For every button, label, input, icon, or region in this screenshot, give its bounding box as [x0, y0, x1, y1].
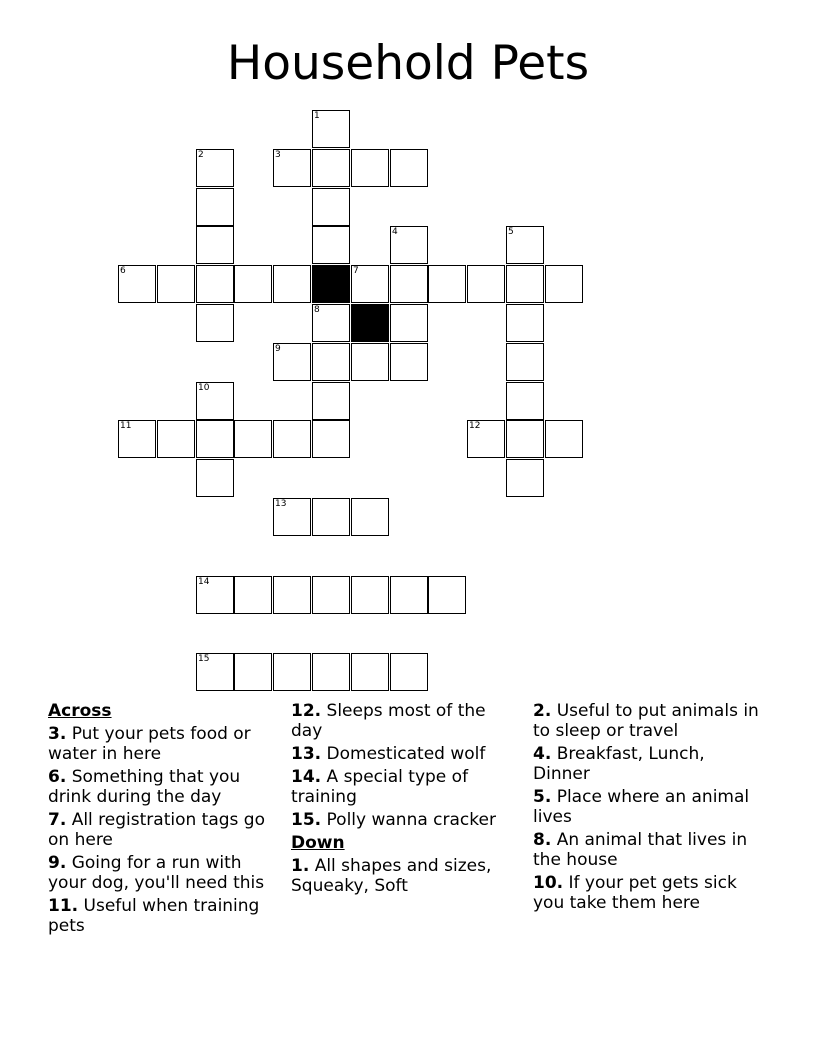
grid-cell[interactable]: [273, 149, 311, 187]
clue-number: 2: [198, 150, 204, 160]
grid-cell[interactable]: [506, 459, 544, 497]
clue-number: 15: [198, 654, 210, 664]
across-clue: 9. Going for a run with your dog, you'll need this: [48, 853, 265, 893]
blocked-cell: [351, 304, 389, 342]
clue-number: 3: [275, 150, 281, 160]
grid-cell[interactable]: [428, 265, 466, 303]
clue-number: 10: [198, 383, 210, 393]
clue-number: 8: [314, 305, 320, 315]
grid-cell[interactable]: [234, 576, 272, 614]
across-clue: 7. All registration tags go on here: [48, 810, 265, 850]
clue-number: 4: [392, 227, 398, 237]
grid-cell[interactable]: [506, 343, 544, 381]
grid-cell[interactable]: [312, 226, 350, 264]
grid-cell[interactable]: [312, 576, 350, 614]
grid-cell[interactable]: [545, 265, 583, 303]
clue-number: 5: [508, 227, 514, 237]
grid-cell[interactable]: [312, 304, 350, 342]
grid-cell[interactable]: [312, 498, 350, 536]
down-clue: 4. Breakfast, Lunch, Dinner: [533, 744, 705, 784]
clue-number: 13: [275, 499, 287, 509]
grid-cell[interactable]: [390, 304, 428, 342]
clue-number: 1: [314, 111, 320, 121]
clue-number: 11: [120, 421, 132, 431]
grid-cell[interactable]: [196, 188, 234, 226]
grid-cell[interactable]: [196, 226, 234, 264]
clue-number: 9: [275, 344, 281, 354]
grid-cell[interactable]: [351, 498, 389, 536]
grid-cell[interactable]: [273, 343, 311, 381]
grid-cell[interactable]: [390, 653, 428, 691]
grid-cell[interactable]: [506, 226, 544, 264]
grid-cell[interactable]: [506, 420, 544, 458]
grid-cell[interactable]: [157, 420, 195, 458]
grid-cell[interactable]: [196, 265, 234, 303]
grid-cell[interactable]: [545, 420, 583, 458]
grid-cell[interactable]: [390, 265, 428, 303]
grid-cell[interactable]: [118, 265, 156, 303]
clue-column-1: [48, 701, 280, 936]
clue-column-3: [533, 701, 765, 913]
grid-cell[interactable]: [196, 420, 234, 458]
grid-cell[interactable]: [196, 576, 234, 614]
grid-cell[interactable]: [312, 382, 350, 420]
down-clue: 1. All shapes and sizes, Squeaky, Soft: [291, 856, 492, 896]
grid-cell[interactable]: [506, 382, 544, 420]
across-clue: 11. Useful when training pets: [48, 896, 260, 936]
clue-number: 7: [353, 266, 359, 276]
grid-cell[interactable]: [312, 188, 350, 226]
grid-cell[interactable]: [234, 653, 272, 691]
grid-cell[interactable]: [390, 576, 428, 614]
down-heading: Down: [291, 833, 345, 853]
grid-cell[interactable]: [390, 226, 428, 264]
grid-cell[interactable]: [428, 576, 466, 614]
grid-cell[interactable]: [467, 420, 505, 458]
grid-cell[interactable]: [234, 265, 272, 303]
across-clue: 15. Polly wanna cracker: [291, 810, 496, 830]
grid-cell[interactable]: [312, 343, 350, 381]
grid-cell[interactable]: [196, 653, 234, 691]
clue-column-2: [291, 701, 517, 896]
grid-cell[interactable]: [312, 110, 350, 148]
grid-cell[interactable]: [351, 149, 389, 187]
clue-number: 6: [120, 266, 126, 276]
down-clue: 10. If your pet gets sick you take them here: [533, 873, 737, 913]
grid-cell[interactable]: [273, 498, 311, 536]
grid-cell[interactable]: [312, 420, 350, 458]
grid-cell[interactable]: [312, 653, 350, 691]
across-heading: Across: [48, 701, 112, 721]
down-clue: 8. An animal that lives in the house: [533, 830, 748, 870]
grid-cell[interactable]: [273, 653, 311, 691]
grid-cell[interactable]: [390, 149, 428, 187]
grid-cell[interactable]: [351, 576, 389, 614]
grid-cell[interactable]: [118, 420, 156, 458]
grid-cell[interactable]: [351, 343, 389, 381]
down-clue: 2. Useful to put animals in to sleep or travel: [533, 701, 759, 741]
grid-cell[interactable]: [506, 304, 544, 342]
across-clue: 13. Domesticated wolf: [291, 744, 486, 764]
across-clue: 12. Sleeps most of the day: [291, 701, 486, 741]
grid-cell[interactable]: [467, 265, 505, 303]
clue-number: 12: [469, 421, 481, 431]
grid-cell[interactable]: [390, 343, 428, 381]
puzzle-title: Household Pets: [226, 36, 590, 91]
across-clue: 14. A special type of training: [291, 767, 469, 807]
across-clue: 6. Something that you drink during the day: [48, 767, 241, 807]
grid-cell[interactable]: [273, 576, 311, 614]
across-clue: 3. Put your pets food or water in here: [48, 724, 251, 764]
grid-cell[interactable]: [157, 265, 195, 303]
grid-cell[interactable]: [273, 265, 311, 303]
blocked-cell: [312, 265, 350, 303]
grid-cell[interactable]: [312, 149, 350, 187]
grid-cell[interactable]: [506, 265, 544, 303]
grid-cell[interactable]: [351, 265, 389, 303]
grid-cell[interactable]: [273, 420, 311, 458]
grid-cell[interactable]: [351, 653, 389, 691]
grid-cell[interactable]: [196, 304, 234, 342]
grid-cell[interactable]: [196, 382, 234, 420]
down-clue: 5. Place where an animal lives: [533, 787, 750, 827]
clue-number: 14: [198, 577, 210, 587]
grid-cell[interactable]: [196, 149, 234, 187]
grid-cell[interactable]: [196, 459, 234, 497]
grid-cell[interactable]: [234, 420, 272, 458]
